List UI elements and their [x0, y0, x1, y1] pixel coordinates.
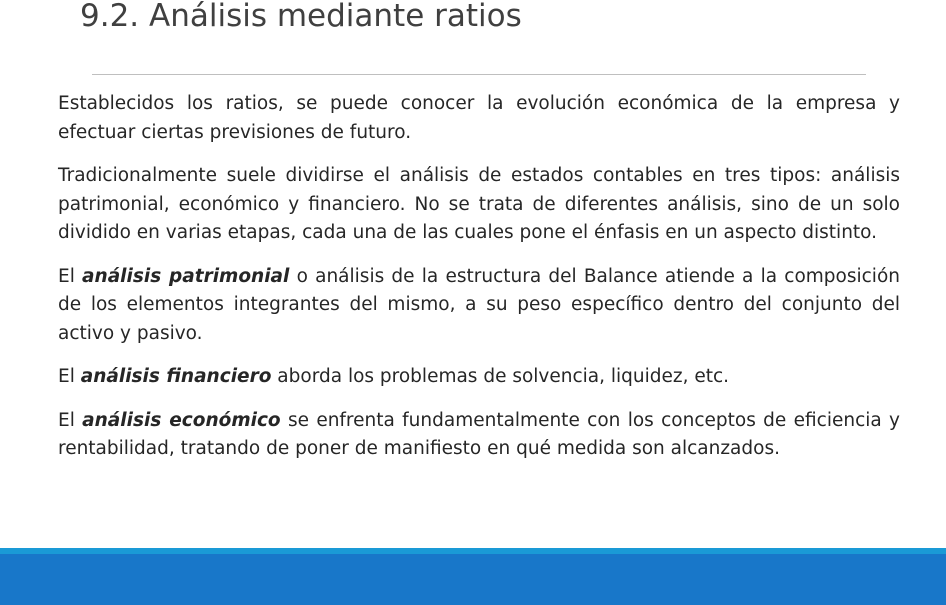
term-analisis-patrimonial: análisis patrimonial: [82, 265, 290, 287]
paragraph-analysis-types: Tradicionalmente suele dividirse el análisis de estados contables en tres tipos: análisis patrimonial, económico y financiero. No se trata de diferentes análisis, sino de un solo dividido en varias etapas, cada una de las cuales pone el énfasis en un aspecto distinto.: [58, 165, 900, 243]
paragraph-financiero: [58, 363, 900, 392]
paragraph-economico: [58, 407, 900, 464]
paragraph-patrimonial: [58, 263, 900, 349]
paragraph-lead: El: [58, 265, 83, 287]
paragraph-text: o análisis de la estructura del Balance atiende a la composición de los elementos integrantes del mismo, a su peso específico dentro del conjunto del activo y pasivo.: [58, 265, 900, 344]
term-analisis-economico: análisis económico: [82, 409, 281, 431]
footer-band: [0, 554, 946, 605]
slide-title: 9.2. Análisis mediante ratios: [80, 0, 522, 34]
paragraph-text: se enfrenta fundamentalmente con los conceptos de eficiencia y rentabilidad, tratando de poner de manifiesto en qué medida son alcanzados.: [58, 409, 900, 459]
paragraph-lead: El: [58, 409, 83, 431]
paragraph-lead: El: [58, 366, 81, 387]
paragraph-text: aborda los problemas de solvencia, liquidez, etc.: [271, 366, 730, 387]
term-analisis-financiero: análisis financiero: [80, 366, 272, 387]
paragraph-intro: Establecidos los ratios, se puede conocer la evolución económica de la empresa y efectuar ciertas previsiones de futuro.: [58, 93, 900, 143]
slide-content: [58, 90, 900, 479]
title-divider: [92, 74, 866, 75]
